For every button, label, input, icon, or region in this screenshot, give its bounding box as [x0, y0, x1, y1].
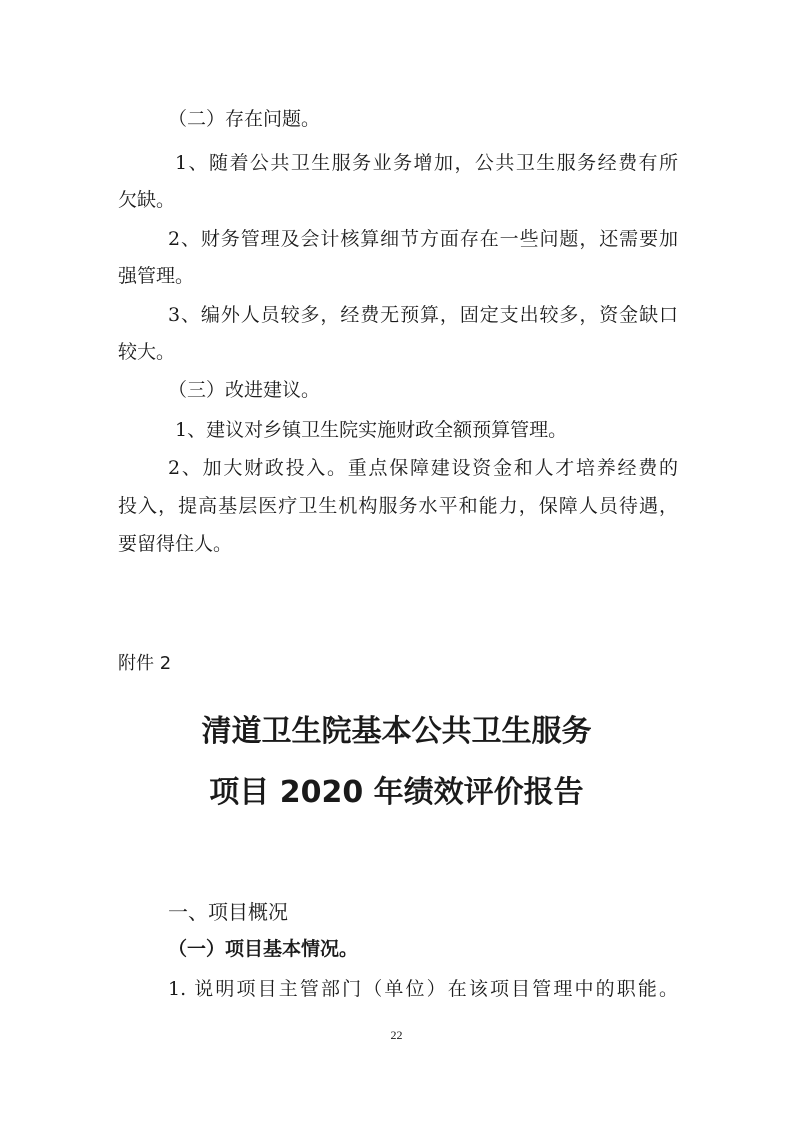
attachment-label: 附件 2 — [118, 653, 172, 674]
report-title-line-1: 清道卫生院基本公共卫生服务 — [201, 714, 592, 749]
suggestion-item-2-line-3: 要留得住人。 — [118, 533, 233, 555]
suggestions-heading: （三）改进建议。 — [168, 379, 321, 401]
issue-item-2-line-2: 强管理。 — [118, 265, 195, 287]
issues-heading: （二）存在问题。 — [168, 108, 321, 130]
report-title-line-2: 项目 2020 年绩效评价报告 — [209, 775, 584, 810]
suggestion-item-2-line-1: 2、加大财政投入。重点保障建设资金和人才培养经费的 — [168, 457, 678, 479]
suggestion-item-2-line-2: 投入，提高基层医疗卫生机构服务水平和能力，保障人员待遇， — [118, 495, 678, 517]
subsection-heading-basic-info: （一）项目基本情况。 — [168, 938, 359, 960]
issue-item-3-line-2: 较大。 — [118, 341, 176, 363]
page-number: 22 — [390, 1028, 403, 1042]
section-heading-overview: 一、项目概况 — [168, 900, 288, 924]
overview-item-1: 1. 说明项目主管部门（单位）在该项目管理中的职能。 — [168, 978, 678, 1000]
issue-item-1-line-2: 欠缺。 — [118, 189, 176, 211]
issue-item-1-line-1: 1、随着公共卫生服务业务增加，公共卫生服务经费有所 — [175, 152, 678, 174]
suggestion-item-1: 1、建议对乡镇卫生院实施财政全额预算管理。 — [175, 419, 568, 441]
issue-item-3-line-1: 3、编外人员较多，经费无预算，固定支出较多，资金缺口 — [168, 304, 678, 326]
issue-item-2-line-1: 2、财务管理及会计核算细节方面存在一些问题，还需要加 — [168, 228, 678, 250]
